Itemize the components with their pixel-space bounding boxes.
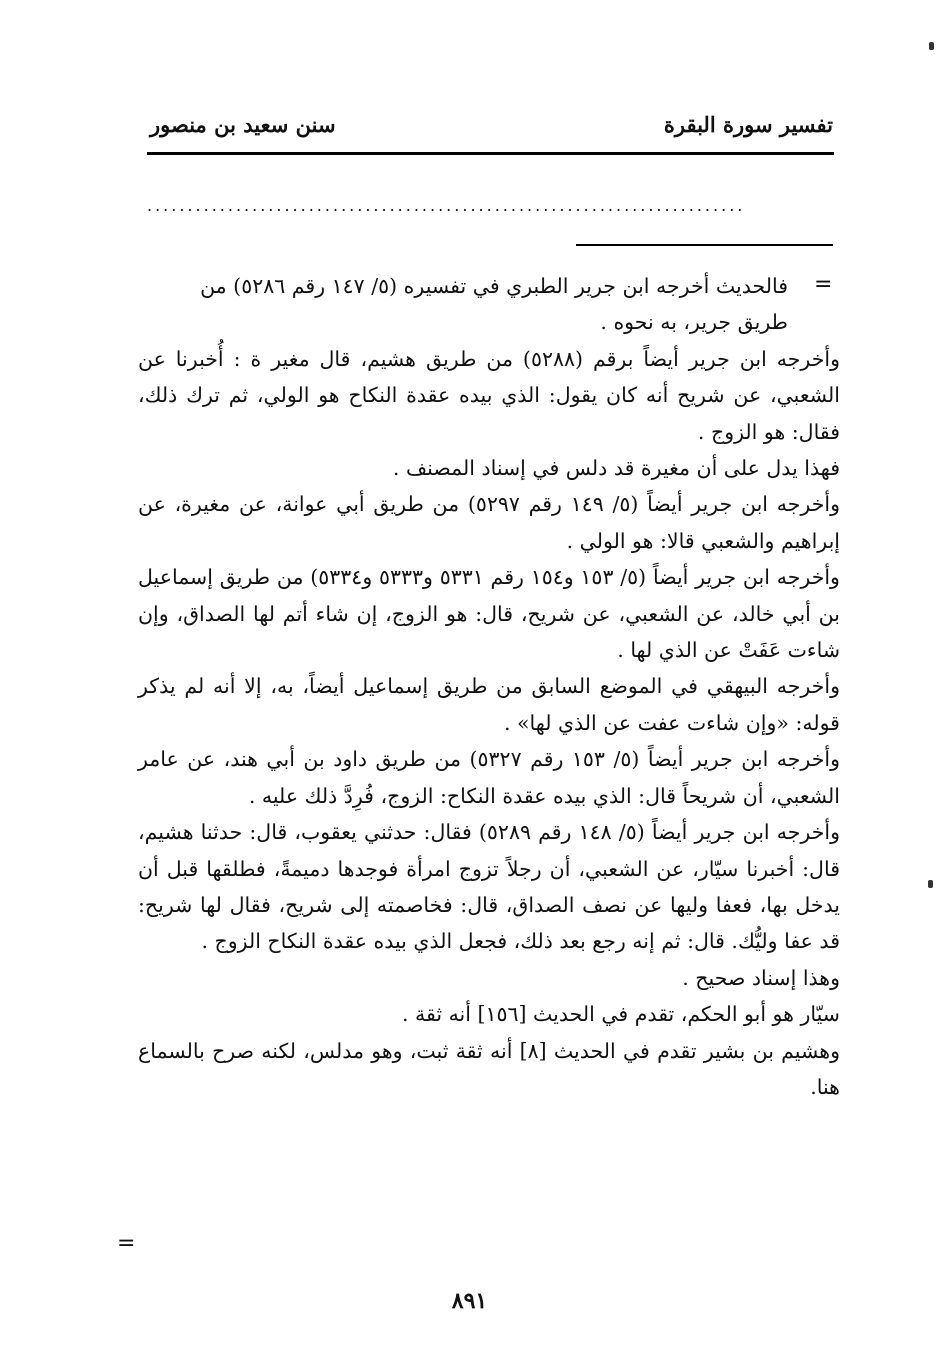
continued-from-marker: = (814, 272, 833, 297)
running-header (150, 112, 833, 146)
paragraph: وأخرجه ابن جرير أيضاً (٥/ ١٤٩ رقم ٥٢٩٧) من طريق أبي عوانة، عن مغيرة، عن إبراهيم والشعبي قالا: هو الولي . (138, 492, 840, 553)
paragraph: وأخرجه البيهقي في الموضع السابق من طريق إسماعيل أيضاً، به، إلا أنه لم يذكر قوله: «وإن شاءت عفت عن الذي لها» . (138, 674, 840, 735)
scan-artifact (928, 880, 933, 888)
paragraph: فالحديث أخرجه ابن جرير الطبري في تفسيره (٥/ ١٤٧ رقم ٥٢٨٦) من (200, 274, 788, 298)
footnote-body (138, 268, 840, 1105)
paragraph: وهشيم بن بشير تقدم في الحديث [٨] أنه ثقة ثبت، وهو مدلس، لكنه صرح بالسماع هنا. (138, 1038, 840, 1099)
paragraph: وأخرجه ابن جرير أيضاً برقم (٥٢٨٨) من طريق هشيم، قال مغير ة : أُخبرنا عن الشعبي، عن شريح أنه كان يقول: الذي بيده عقدة النكاح هو الولي، ثم ترك ذلك، فقال: هو الزوج . (138, 346, 840, 444)
header-book-title: سنن سعيد بن منصور (150, 112, 336, 137)
paragraph: وأخرجه ابن جرير أيضاً (٥/ ١٤٨ رقم ٥٢٨٩) فقال: حدثني يعقوب، قال: حدثنا هشيم، قال: أخبرنا سيّار، عن الشعبي، أن رجلاً تزوج امرأة فوجدها دميمةً، فطلقها قبل أن يدخل بها، فعفا وليها عن نصف الصداق، قال: فخاصمته إلى شريح، فقال لها شريح: قد عفا وليُّك. قال: ثم إنه رجع بعد ذلك، فجعل الذي بيده عقدة النكاح الزوج . (138, 820, 840, 954)
continued-to-marker: = (117, 1231, 136, 1256)
dotted-separator: .......................................................................... (147, 196, 746, 215)
scan-artifact (929, 42, 934, 50)
page-number: ٨٩١ (451, 1288, 488, 1314)
paragraph: فهذا يدل على أن مغيرة قد دلس في إسناد المصنف . (392, 456, 840, 481)
paragraph: وهذا إسناد صحيح . (682, 965, 840, 990)
header-surah-title: تفسير سورة البقرة (663, 112, 833, 137)
paragraph: وأخرجه ابن جرير أيضاً (٥/ ١٥٣ و١٥٤ رقم ٥٣٣١ و٥٣٣٣ و٥٣٣٤) من طريق إسماعيل بن أبي خالد، عن الشعبي، عن شريح، قال: هو الزوج، إن شاء أتم لها الصداق، وإن شاءت عَفَتْ عن الذي لها . (138, 565, 840, 663)
paragraph: سيّار هو أبو الحكم، تقدم في الحديث [١٥٦] أنه ثقة . (401, 1002, 840, 1027)
paragraph: وأخرجه ابن جرير أيضاً (٥/ ١٥٣ رقم ٥٣٢٧) من طريق داود بن أبي هند، عن عامر الشعبي، أن شريحاً قال: الذي بيده عقدة النكاح: الزوج، فُرِدَّ ذلك عليه . (138, 747, 840, 808)
header-rule (147, 152, 834, 155)
paragraph: طريق جرير، به نحوه . (600, 310, 788, 335)
footnote-rule (576, 244, 833, 246)
